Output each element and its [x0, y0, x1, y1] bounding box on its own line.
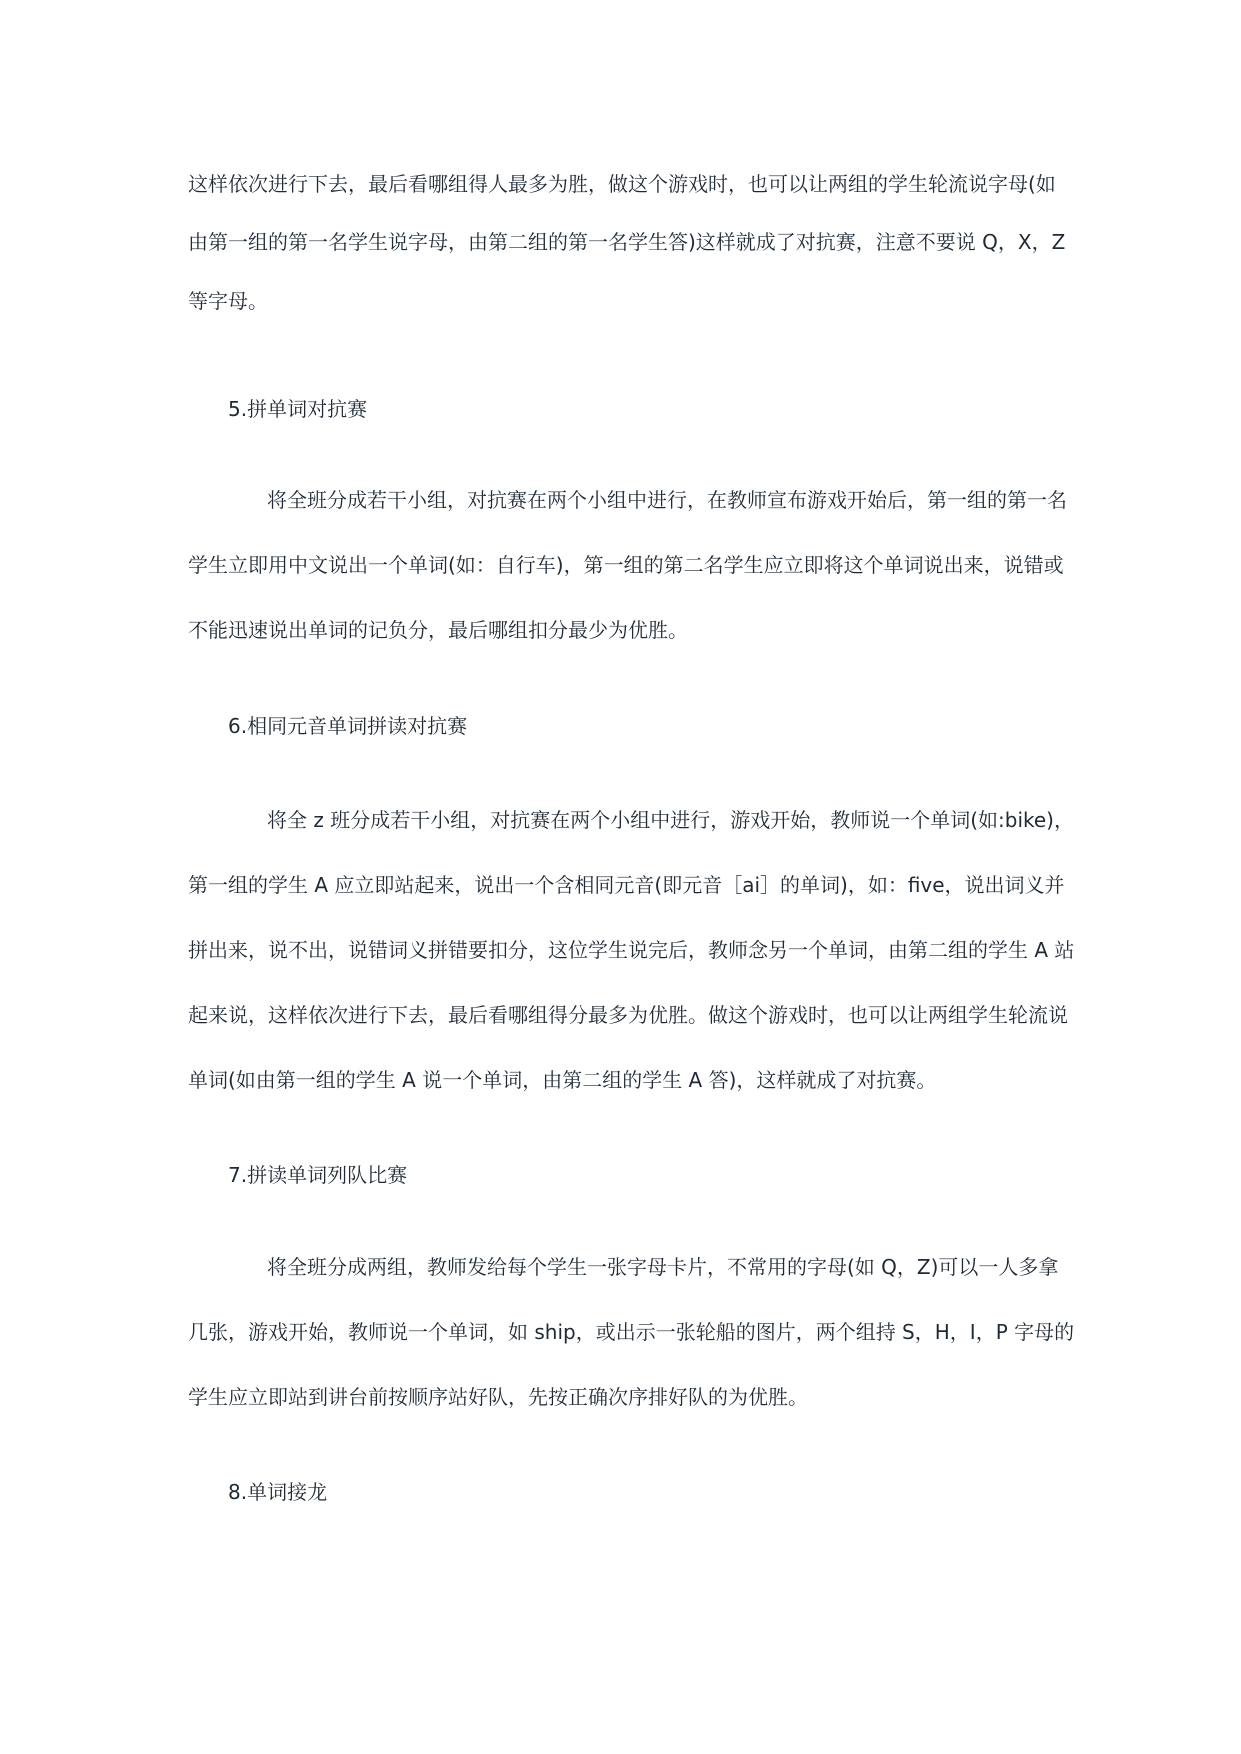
paragraph-line: 将全班分成若干小组，对抗赛在两个小组中进行，在教师宣布游戏开始后，第一组的第一名: [267, 488, 1067, 512]
paragraph-line: 第一组的学生 A 应立即站起来，说出一个含相同元音(即元音［ai］的单词)，如：five，说出词义并: [188, 873, 1065, 897]
paragraph-line: 学生应立即站到讲台前按顺序站好队，先按正确次序排好队的为优胜。: [188, 1385, 808, 1409]
paragraph-line: 不能迅速说出单词的记负分，最后哪组扣分最少为优胜。: [188, 618, 688, 642]
paragraph-line: 等字母。: [188, 289, 268, 313]
section-heading-5: 5.拼单词对抗赛: [228, 397, 368, 421]
paragraph-line: 这样依次进行下去，最后看哪组得人最多为胜，做这个游戏时，也可以让两组的学生轮流说字母(如: [188, 172, 1056, 196]
section-heading-6: 6.相同元音单词拼读对抗赛: [228, 714, 468, 738]
paragraph-line: 由第一组的第一名学生说字母，由第二组的第一名学生答)这样就成了对抗赛，注意不要说 Q，X，Z: [188, 230, 1066, 254]
paragraph-line: 起来说，这样依次进行下去，最后看哪组得分最多为优胜。做这个游戏时，也可以让两组学生轮流说: [188, 1003, 1068, 1027]
section-heading-7: 7.拼读单词列队比赛: [228, 1163, 408, 1187]
paragraph-line: 拼出来，说不出，说错词义拼错要扣分，这位学生说完后，教师念另一个单词，由第二组的学生 A 站: [188, 938, 1075, 962]
paragraph-line: 将全 z 班分成若干小组，对抗赛在两个小组中进行，游戏开始，教师说一个单词(如:bike)，: [267, 808, 1074, 832]
paragraph-line: 几张，游戏开始，教师说一个单词，如 ship，或出示一张轮船的图片，两个组持 S，H，I，P 字母的: [188, 1320, 1075, 1344]
paragraph-line: 将全班分成两组，教师发给每个学生一张字母卡片，不常用的字母(如 Q，Z)可以一人多拿: [267, 1255, 1059, 1279]
paragraph-line: 学生立即用中文说出一个单词(如：自行车)，第一组的第二名学生应立即将这个单词说出来，说错或: [188, 553, 1064, 577]
section-heading-8: 8.单词接龙: [228, 1480, 328, 1504]
paragraph-line: 单词(如由第一组的学生 A 说一个单词，由第二组的学生 A 答)，这样就成了对抗赛。: [188, 1068, 937, 1092]
